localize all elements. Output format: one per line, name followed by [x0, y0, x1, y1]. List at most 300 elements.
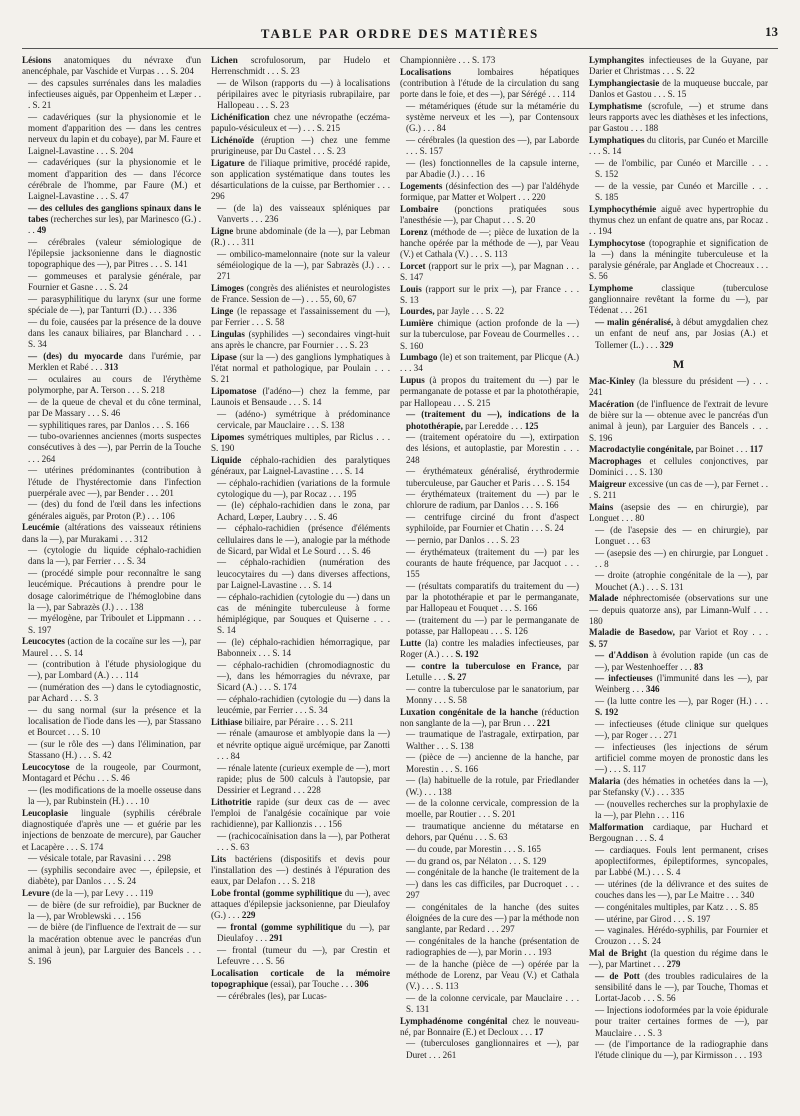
- index-entry: — céphalo-rachidien (numération des leucocytaires du —) dans diverses affections, par Laignel-Lavastine . . . S. 14: [217, 557, 390, 590]
- page-reference: S. 27: [447, 671, 467, 682]
- page-reference: 298: [157, 853, 171, 864]
- index-entry: — des cellules des ganglions spinaux dans le tabes (recherches sur les), par Marinesco (G.) . . . 49: [28, 202, 201, 236]
- index-entry: — cadavériques (sur la physionomie et le moment d'apparition des — dans les centres nerveux du lapin et du cobaye), par M. Faure et Laignel-Lavastine . . . S. 204: [28, 112, 201, 156]
- entry-heading: Leucoplasie: [22, 807, 68, 818]
- entry-heading: Ligne: [211, 226, 234, 237]
- entry-heading: Lombaire: [400, 203, 439, 214]
- entry-text: par Letulle: [406, 660, 579, 682]
- index-entry: Lymphocythémie aiguë avec hypertrophie du thymus chez un enfant de quatre ans, par Rocaz . . . 194: [589, 203, 768, 237]
- index-entry: — (nouvelles recherches sur la prophylaxie de la —), par Plehn . . . 116: [595, 799, 768, 821]
- entry-text: — (procédé simple pour reconnaître le sang leucémique. Précautions à prendre pour le dosage calorimétrique de l'hémoglobine dans la —), par Sabrazès (J.): [28, 568, 201, 612]
- page-reference: 221: [536, 717, 551, 728]
- entry-text: — (le) céphalo-rachidien hémorragique, par Babonneix: [217, 636, 390, 659]
- index-entry: — céphalo-rachidien (variations de la formule cytologique du —), par Rocaz . . . 195: [217, 477, 390, 499]
- index-entry: — (procédé simple pour reconnaître le sang leucémique. Précautions à prendre pour le dosage calorimétrique de l'hémoglobine dans la —), par Sabrazès (J.) . . . 138: [28, 568, 201, 612]
- entry-text: — Injections iodoformées par la voie épidurale pour traiter certaines formes de —), par Mauclaire: [595, 1005, 768, 1038]
- index-entry: — cérébrales (valeur sémiologique de l'épilepsie jacksonienne dans le diagnostic topographique des —), par Pitres . . . S. 141: [28, 236, 201, 270]
- entry-text: rapide (sur deux cas de — avec l'emploi de l'analgésie cocaïnique par voie rachidienne), par Kallionzis: [211, 796, 390, 830]
- entry-heading: Localisations: [400, 66, 452, 77]
- index-entry: Leucocytose de la rougeole, par Courmont, Montagard et Péchu . . . S. 46: [22, 762, 201, 784]
- entry-text: — (sur le rôle des —) dans l'élimination, par Stassano (H.): [28, 739, 201, 761]
- entry-text: de l'iliaque primitive, procédé rapide, son application systématique dans toutes les désarticulations de la cuisse, par Berthomier: [211, 157, 390, 191]
- entry-text: (éruption —) chez une femme prurigineuse, par Du Castel: [211, 134, 390, 157]
- entry-heading: — infectieuses: [595, 673, 653, 684]
- entry-heading: Lumière: [400, 318, 434, 329]
- entry-text: — du coude, par Morestin: [406, 844, 502, 855]
- entry-text: — (de la) des vaisseaux spléniques par Vanverts: [217, 203, 390, 225]
- entry-heading: Lorcet: [400, 260, 426, 271]
- entry-text: — centrifuge circiné du front d'aspect syphiloïde, par Fournier et Chatin: [406, 512, 579, 534]
- page-reference: 188: [644, 123, 659, 134]
- page-reference: 194: [598, 226, 612, 237]
- page-reference: 229: [241, 910, 256, 921]
- page-reference: S. 166: [535, 500, 559, 511]
- index-entry: Lithiase biliaire, par Péraire . . . S. 211: [211, 716, 354, 727]
- index-entry: Limoges (congrès des aliénistes et neurologistes de France. Session de —) . . . 55, 60, 67: [211, 283, 390, 305]
- entry-heading: Limoges: [211, 283, 244, 294]
- index-entry: — syphilitiques rares, par Danlos . . . S. 166: [28, 419, 190, 430]
- index-entry: Lipase (sur la —) des ganglions lymphatiques à l'état normal et pathologique, par Poulain . . . S. 21: [211, 351, 390, 385]
- entry-heading: Lymphocythémie: [589, 203, 657, 214]
- entry-text: — (de l'asepsie des — en chirurgie), par Longuet: [595, 524, 768, 546]
- entry-text: cardiaque, par Huchard et Bergougnan: [589, 821, 768, 844]
- page-reference: 201: [160, 487, 174, 498]
- index-entry: Malaria (des hématies in ochetées dans la —), par Stefansky (V.) . . . 335: [589, 776, 768, 798]
- entry-text: — (cytologie du liquide céphalo-rachidien dans la —), par Ferrier: [28, 545, 201, 567]
- entry-text: du —), par Dieulafoy: [217, 921, 390, 944]
- entry-text: — (traitement du —) par le permanganate de potasse, par Hallopeau: [406, 614, 579, 637]
- index-entry: — (syphilis secondaire avec —, épilepsie, et diabète), par Danlos . . . S. 24: [28, 864, 201, 887]
- index-entry: Macrophages et cellules conjonctives, par Dominici . . . S. 130: [589, 455, 768, 478]
- entry-text: infectieuses de la Guyane, par Darier et Christmas: [589, 55, 768, 77]
- page-reference: 264: [41, 453, 56, 464]
- page-reference: S. 131: [406, 1003, 430, 1014]
- index-entry: — (sur le rôle des —) dans l'élimination, par Stassano (H.) . . . S. 42: [28, 739, 201, 761]
- entry-text: anatomiques du névraxe d'un anencéphale, par Vaschide et Vurpas: [22, 55, 201, 77]
- index-entry: Leucoplasie linguale (syphilis cérébrale diagnostiquée d'après une — et guérie par les injections de benzoate de mercure), par Gaucher et Lacapère . . . S. 174: [22, 807, 201, 852]
- page-reference: 156: [127, 910, 141, 921]
- page-reference: S. 201: [492, 809, 516, 820]
- entry-text: par Leredde: [462, 420, 509, 431]
- entry-text: — de Wilson (rapports du —) à localisations péripilaires avec le pityriasis rubrapilaire, par Hallopeau: [217, 77, 390, 111]
- entry-text: — traumatique ancienne du métatarse en dehors, par Quénu: [406, 821, 579, 843]
- entry-text: aiguë avec hypertrophie du thymus chez un enfant de quatre ans, par Rocaz: [589, 203, 768, 225]
- entry-text: — (de l'importance de la radiographie dans l'étude clinique du —), par Kirmisson: [595, 1039, 768, 1061]
- index-entry: — Injections iodoformées par la voie épidurale pour traiter certaines formes de —), par Mauclaire . . . S. 3: [595, 1005, 768, 1038]
- entry-heading: — (des) du myocarde: [28, 350, 123, 361]
- entry-text: — syphilitiques rares, par Danlos: [28, 419, 150, 430]
- index-entry: Lichénoïde (éruption —) chez une femme prurigineuse, par Du Castel . . . S. 23: [211, 134, 390, 157]
- page-reference: 155: [406, 569, 420, 580]
- entry-text: (la) contre les maladies infectieuses, par Roger (A.): [400, 637, 579, 660]
- page-reference: S. 4: [666, 867, 681, 878]
- entry-text: (le repassage et l'assainissement du —), par Ferrier: [211, 305, 390, 328]
- index-entry: — (le) céphalo-rachidien hémorragique, par Babonneix . . . S. 14: [217, 636, 390, 659]
- entry-text: — (des) du fond de l'œil dans les infections générales aiguës, par Proton (P.): [28, 499, 201, 521]
- index-column-4: [589, 55, 768, 1115]
- entry-text: (rapport sur le prix —), par Magnan: [425, 260, 564, 271]
- page-reference: S. 46: [318, 511, 338, 522]
- entry-heading: Lymphatiques: [589, 134, 645, 145]
- entry-text: biliaire, par Péraire: [242, 716, 315, 727]
- index-entry: — du coude, par Morestin . . . S. 165: [406, 844, 541, 855]
- page-reference: S. 85: [739, 901, 759, 912]
- index-entry: — droite (atrophie congénitale de la —), par Mouchet (A.) . . . S. 131: [595, 570, 768, 592]
- entry-text: — (contribution à l'étude physiologique du —), par Lombard (A.): [28, 659, 201, 681]
- running-title: TABLE PAR ORDRE DES MATIÈRES: [260, 26, 540, 41]
- entry-text: — ombilico-mamelonnaire (note sur la valeur séméiologique de la —), par Sabrazès (J.): [217, 248, 390, 271]
- entry-text: — du grand os, par Nélaton: [406, 855, 508, 866]
- index-entry: — métamériques (étude sur la métamérie du système nerveux et les —), par Contensoux (G.) . . . 84: [406, 100, 579, 134]
- page-reference: 114: [561, 89, 576, 100]
- entry-heading: Lymphocytose: [589, 237, 646, 248]
- index-entry: — de la hanche (pièce de —) opérée par la méthode de Lorenz, par Veau (V.) et Cathala (V.) . . . S. 113: [406, 958, 579, 991]
- page-reference: S. 46: [351, 545, 371, 556]
- entry-text: — congénitales multiples, par Katz: [595, 901, 724, 912]
- page-reference: 106: [161, 510, 175, 521]
- page-reference: S. 14: [312, 579, 332, 590]
- index-entry: Lupus (à propos du traitement du —) par le permanganate de potasse et par la photothérapie, par Hallopeau . . . S. 215: [400, 375, 579, 408]
- page-reference: 180: [589, 615, 603, 626]
- index-entry: — (traitement du —) par le permanganate de potasse, par Hallopeau . . . S. 126: [406, 614, 579, 637]
- page-reference: 335: [670, 787, 685, 798]
- index-entry: — érythémateux généralisé, érythrodermie tuberculeuse, par Gaucher et Paris . . . S. 154: [406, 466, 579, 488]
- entry-text: — métamériques (étude sur la métamérie du système nerveux et les —), par Contensoux (G.): [406, 100, 579, 134]
- index-entry: — (rachicocaïnisation dans la —), par Potherat . . . S. 63: [217, 830, 390, 853]
- entry-text: (scrofule, —) et strume dans leurs rapports avec les diathèses et les infections, par Gastou: [589, 100, 768, 134]
- entry-text: — (syphilis secondaire avec —, épilepsie, et diabète), par Danlos: [28, 864, 201, 887]
- page-reference: 291: [269, 933, 283, 944]
- entry-text: — congénitales de la hanche (des suites éloignées de la cure des —) par la méthode non sanglante, par Redard: [406, 901, 579, 934]
- page-reference: S. 20: [516, 214, 536, 225]
- page-reference: S. 22: [485, 306, 505, 317]
- index-entry: — frontal (tumeur du —), par Crestin et Lefeuvre . . . S. 56: [217, 944, 390, 967]
- page-reference: 261: [634, 305, 648, 316]
- index-entry: — de la colonne cervicale, par Mauclaire . . . S. 131: [406, 992, 579, 1014]
- index-entry: — myélogène, par Triboulet et Lippmann . . . S. 197: [28, 613, 201, 635]
- entry-text: chez une névropathe (eczéma-papulo-vésiculeux et —): [211, 112, 390, 134]
- index-entry: Malade néphrectomisée (observations sur une — depuis quatorze ans), par Limann-Wulf . . . 180: [589, 593, 768, 626]
- page-reference: 83: [693, 661, 704, 672]
- page-reference: 312: [134, 533, 148, 544]
- index-entry: Macrodactylie congénitale, par Boinet . . . 117: [589, 444, 763, 455]
- index-entry: — (cytologie du liquide céphalo-rachidien dans la —), par Ferrier . . . S. 34: [28, 545, 201, 567]
- page-reference: S. 21: [32, 100, 52, 111]
- index-entry: Liquide céphalo-rachidien des paralytiques généraux, par Laignel-Lavastine . . . S. 14: [211, 454, 390, 476]
- entry-heading: Lymphatisme: [589, 100, 643, 111]
- index-entry: Lymphatisme (scrofule, —) et strume dans leurs rapports avec les diathèses et les infections, par Gastou . . . 188: [589, 100, 768, 134]
- index-entry: — (pièce de —) ancienne de la hanche, par Morestin . . . S. 166: [406, 752, 579, 774]
- index-entry: — cérébrales (la question des —), par Laborde . . . S. 157: [406, 134, 579, 157]
- page-reference: 336: [163, 304, 177, 315]
- index-entry: — (adéno-) symétrique à prédominance cervicale, par Mauclaire . . . S. 138: [217, 408, 390, 430]
- entry-heading: Lipomatose: [211, 385, 257, 396]
- index-columns: [22, 55, 778, 1115]
- index-entry: — de bière (de l'influence de l'extrait de — sur la macération obtenue avec le pancréas d'un animal à jeun), par Larguier des Bancels . . . S. 196: [28, 922, 201, 967]
- page-reference: S. 138: [450, 740, 474, 751]
- page-reference: S. 192: [455, 649, 479, 660]
- page-reference: S. 63: [488, 832, 508, 843]
- entry-text: — parasyphilitique du larynx (sur une forme spéciale de —), par Tanturri (D.): [28, 293, 201, 315]
- page-reference: 55, 60, 67: [320, 294, 357, 305]
- entry-heading: Lithotritie: [211, 796, 252, 807]
- page-reference: S. 24: [117, 876, 137, 887]
- entry-text: — des capsules surrénales dans les maladies infectieuses aiguës, par Oppenheim et Læper: [28, 77, 201, 100]
- index-entry: — infectieuses (l'immunité dans les —), par Weinberg . . . 346: [595, 673, 768, 695]
- index-entry: Ligature de l'iliaque primitive, procédé rapide, son application systématique dans toutes les désarticulations de la cuisse, par Berthomier . . . 296: [211, 157, 390, 202]
- index-entry: — du sang normal (sur la présence et la localisation de l'iode dans les —), par Stassano et Bourcet . . . S. 10: [28, 705, 201, 738]
- index-entry: — de la colonne cervicale, compression de la moelle, par Routier . . . S. 201: [406, 798, 579, 820]
- entry-text: — utérine, par Girod: [595, 913, 672, 924]
- page-reference: 279: [666, 959, 681, 970]
- index-entry: Macération (de l'influence de l'extrait de levure de bière sur la — obtenue avec le pancréas d'un animal à jeun), par Larguier des Bancels . . . S. 196: [589, 398, 768, 443]
- index-column-3: [400, 55, 579, 1115]
- index-entry: [211, 991, 390, 1002]
- page-reference: 271: [663, 730, 678, 741]
- page-reference: 220: [531, 191, 546, 202]
- entry-heading: Mal de Bright: [589, 948, 647, 959]
- entry-heading: — (traitement du —), indications de la photothérapie,: [406, 409, 579, 431]
- page-header: [22, 18, 778, 49]
- index-entry: Ligne brune abdominale (de la —), par Lebman (R.) . . . 311: [211, 226, 390, 248]
- page-reference: S. 34: [28, 339, 47, 350]
- entry-text: — cadavériques (sur la physionomie et le moment d'apparition des — dans l'écorce cérébrale de l'homme, par Faure (M.) et Laignel-Lavastine: [28, 157, 201, 201]
- index-entry: — utérine, par Girod . . . S. 197: [595, 913, 711, 924]
- page-reference: S. 14: [217, 625, 236, 636]
- entry-text: — de la hanche (pièce de —) opérée par la méthode de Lorenz, par Veau (V.) et Cathala (V.): [406, 958, 579, 991]
- entry-heading: Linge: [211, 305, 234, 316]
- page-reference: 340: [740, 890, 755, 901]
- page-reference: S. 10: [81, 727, 101, 738]
- entry-text: (l'adéno—) chez la femme, par Launois et Bensaude: [211, 385, 390, 408]
- entry-text: — droite (atrophie congénitale de la —), par Mouchet (A.): [595, 570, 768, 592]
- index-entry: — de la vessie, par Cunéo et Marcille . . . S. 185: [595, 180, 768, 202]
- entry-text: — céphalo-rachidien (chromodiagnostic du —), dans les hémorragies du névraxe, par Sicard (A.): [217, 659, 390, 693]
- entry-text: — (nouvelles recherches sur la prophylaxie de la —), par Plehn: [595, 799, 768, 821]
- page-reference: 17: [534, 1026, 544, 1037]
- page-number: 13: [765, 24, 778, 39]
- entry-heading: Leucocytes: [22, 636, 65, 647]
- index-entry: — de l'ombilic, par Cunéo et Marcille . . . S. 152: [595, 157, 768, 180]
- entry-text: (syphilides —) secondaires vingt-huit ans après le chancre, par Fournier: [211, 328, 390, 351]
- index-entry: — congénitales de la hanche (des suites éloignées de la cure des —) par la méthode non sanglante, par Redard . . . 297: [406, 901, 579, 934]
- page-reference: 117: [749, 444, 763, 455]
- page-reference: 10: [139, 796, 149, 807]
- entry-heading: Lupus: [400, 375, 425, 386]
- page-reference: 138: [129, 601, 144, 612]
- index-entry: Louis (rapport sur le prix —), par France . . . S. 13: [400, 283, 579, 305]
- index-entry: — vésicale totale, par Ravasini . . . 298: [28, 853, 171, 864]
- entry-heading: Louis: [400, 283, 422, 294]
- index-entry: — (résultats comparatifs du traitement du —) par la photothérapie et par le permanganate, par Hallopeau et Fouquet . . . S. 166: [406, 580, 579, 614]
- page-reference: S. 56: [656, 993, 676, 1004]
- entry-text: néphrectomisée (observations sur une — depuis quatorze ans), par Limann-Wulf: [589, 593, 768, 615]
- page-reference: S. 56: [265, 956, 285, 967]
- index-entry: Lumbago (le) et son traitement, par Plicque (A.) . . . 34: [400, 352, 579, 374]
- entry-heading: Lichénoïde: [211, 134, 254, 145]
- index-entry: Lipomes symétriques multiples, par Riclus . . . S. 190: [211, 431, 390, 453]
- index-entry: — de bière (de sur refroidie), par Buckner de la —), par Wroblewski . . . 156: [28, 899, 201, 921]
- entry-heading: Mac-Kinley: [589, 375, 635, 386]
- index-entry: Lymphangites infectieuses de la Guyane, par Darier et Christmas . . . S. 22: [589, 55, 768, 77]
- entry-text: du clitoris, par Cunéo et Marcille: [644, 134, 768, 145]
- entry-text: (recherches sur les), par Marinesco (G.): [48, 213, 197, 224]
- entry-text: (altérations des vaisseaux rétiniens dans la —), par Murakami: [22, 522, 201, 544]
- page-reference: 297: [406, 889, 420, 900]
- entry-text: scrofulosorum, par Hudelo et Herrenschmidt: [211, 55, 390, 77]
- index-entry: — (asepsie des —) en chirurgie, par Longuet . . . 8: [595, 547, 768, 569]
- index-entry: Championnière . . . S. 173: [400, 55, 496, 65]
- page-reference: 311: [241, 237, 255, 248]
- page-reference: S. 113: [435, 980, 459, 991]
- entry-text: — érythémateux (traitement du —) par le chlorure de radium, par Danlos: [406, 489, 579, 511]
- entry-text: — (traitement opératoire du —), extirpation des lésions, et autoplastie, par Morestin: [406, 432, 579, 454]
- entry-heading: Lymphome: [589, 283, 633, 294]
- entry-text: symétriques multiples, par Riclus: [244, 431, 373, 442]
- index-entry: — (tuberculoses ganglionnaires et —), par Duret . . . 261: [406, 1038, 579, 1060]
- index-entry: Lourdes, par Jayle . . . S. 22: [400, 306, 505, 317]
- index-entry: — traumatique ancienne du métatarse en dehors, par Quénu . . . S. 63: [406, 821, 579, 843]
- index-entry: — centrifuge circiné du front d'aspect syphiloïde, par Fournier et Chatin . . . S. 24: [406, 512, 579, 534]
- entry-text: — rénale (amaurose et amblyopie dans la —) et névrite optique aiguë urcémique, par Zanotti: [217, 728, 390, 750]
- index-entry: Lésions anatomiques du névraxe d'un anencéphale, par Vaschide et Vurpas . . . S. 204: [22, 55, 201, 77]
- index-entry: — (de l'importance de la radiographie dans l'étude clinique du —), par Kirmisson . . . 193: [595, 1039, 768, 1061]
- entry-heading: Lymphangites: [589, 55, 645, 65]
- index-entry: — contre la tuberculose en France, par Letulle . . . S. 27: [406, 660, 579, 682]
- entry-text: — de bière (de l'influence de l'extrait de — sur la macération obtenue avec le pancréas d'un animal à jeun), par Larguier des Bancels: [28, 922, 201, 955]
- page-reference: 248: [406, 454, 420, 465]
- page-reference: 138: [438, 786, 452, 797]
- page-reference: S. 58: [265, 317, 285, 328]
- entry-text: (à propos du traitement du —) par le permanganate de potasse et par la photothérapie, par Hallopeau: [400, 375, 579, 408]
- page-reference: S. 23: [349, 340, 369, 351]
- index-entry: — (la) habituelle de la rotule, par Friedlander (W.) . . . 138: [406, 775, 579, 797]
- page-reference: 84: [436, 123, 446, 134]
- page-reference: S. 22: [676, 66, 695, 77]
- index-entry: Lombaire (ponctions pratiquées sous l'anesthésie —), par Chaput . . . S. 20: [400, 203, 579, 225]
- page-reference: S. 160: [400, 340, 424, 351]
- index-entry: Lithotritie rapide (sur deux cas de — avec l'emploi de l'analgésie cocaïnique par voie rachidienne), par Kallionzis . . . 156: [211, 796, 390, 830]
- page-reference: S. 138: [321, 420, 345, 430]
- entry-text: — (numération des —) dans le cytodiagnostic, par Achard: [28, 682, 201, 704]
- page-reference: S. 4: [649, 833, 664, 844]
- page-reference: 80: [635, 512, 645, 523]
- page-reference: S. 24: [642, 936, 661, 947]
- entry-text: — oculaires au cours de l'érythème polymorphe, par A. Terson: [28, 373, 201, 395]
- index-entry: — du grand os, par Nélaton . . . S. 129: [406, 855, 547, 866]
- index-entry: Lumière chimique (action profonde de la —) sur la tuberculose, par Foveau de Courmelles . . . S. 160: [400, 318, 579, 351]
- index-column-1: [22, 55, 201, 1115]
- index-entry: — frontal (gomme syphilitique du —), par Dieulafoy . . . 291: [217, 921, 390, 944]
- entry-text: — (le) céphalo-rachidien dans le zona, par Achard, Lœper, Laubry: [217, 500, 390, 522]
- index-entry: — (numération des —) dans le cytodiagnostic, par Achard . . . S. 3: [28, 682, 201, 704]
- page-reference: S. 42: [92, 750, 112, 761]
- index-entry: — de la queue de cheval et du cône terminal, par De Massary . . . S. 46: [28, 396, 201, 418]
- index-entry: — (le) céphalo-rachidien dans le zona, par Achard, Lœper, Laubry . . . S. 46: [217, 500, 390, 522]
- index-entry: — (les) fonctionnelles de la capsule interne, par Abadie (J.) . . . 16: [406, 157, 579, 180]
- entry-text: — pernio, par Danlos: [406, 535, 485, 546]
- page-reference: S. 218: [291, 876, 316, 887]
- entry-text: — utérines prédominantes (contribution à l'étude de l'hystérectomie dans l'infection puerpérale avec —), par Bender: [28, 465, 201, 498]
- page-reference: S. 46: [111, 773, 130, 784]
- entry-text: (congrès des aliénistes et neurologistes de France. Session de —): [211, 283, 390, 305]
- index-entry: Logements (désinfection des —) par l'aldéhyde formique, par Matter et Wolpert . . . 220: [400, 180, 579, 202]
- page-reference: S. 34: [308, 705, 328, 716]
- entry-text: — du sang normal (sur la présence et la localisation de l'iode dans les —), par Stassano et Bourcet: [28, 705, 201, 738]
- index-entry: — congénitales de la hanche (présentation de radiographies de —), par Morin . . . 193: [406, 935, 579, 957]
- index-entry: Leucocytes (action de la cocaïne sur les —), par Maurel . . . S. 14: [22, 636, 201, 658]
- index-entry: — congénitale de la hanche (le traitement de la —) dans les cas difficiles, par Ducroquet . . . 297: [406, 867, 579, 900]
- entry-text: (des hématies in ochetées dans la —), par Stefansky (V.): [589, 776, 768, 798]
- page-reference: S. 154: [546, 477, 570, 488]
- entry-text: — cérébrales (valeur sémiologique de l'épilepsie jacksonienne dans le diagnostic topographique des —), par Pitres: [28, 236, 201, 270]
- index-entry: Lorcet (rapport sur le prix —), par Magnan . . . S. 147: [400, 260, 579, 282]
- page-reference: S. 14: [272, 648, 292, 659]
- page-reference: 297: [500, 923, 515, 934]
- entry-heading: Lymphadénome congénital: [400, 1015, 508, 1026]
- page-reference: 329: [659, 339, 674, 350]
- page-reference: S. 211: [593, 490, 617, 501]
- index-entry: Luxation congénitale de la hanche (réduction non sanglante de la —), par Brun . . . 221: [400, 706, 579, 728]
- page-reference: S. 113: [484, 248, 508, 259]
- entry-text: — céphalo-rachidien (cytologie du —) dans un cas de méningite tuberculeuse à forme hémiplégique, par Souques et Quiserne: [217, 591, 390, 624]
- entry-heading: Lits: [211, 853, 227, 864]
- index-entry: — oculaires au cours de l'érythème polymorphe, par A. Terson . . . S. 218: [28, 373, 201, 395]
- page-reference: S. 47: [110, 190, 129, 201]
- index-entry: — contre la tuberculose par le sanatorium, par Monny . . . S. 58: [406, 683, 579, 705]
- page-reference: S. 23: [326, 146, 346, 157]
- page-reference: S. 58: [448, 694, 467, 705]
- entry-text: (désinfection des —) par l'aldéhyde formique, par Matter et Wolpert: [400, 180, 579, 202]
- entry-heading: Macrophages: [589, 455, 642, 466]
- entry-heading: Maigreur: [589, 478, 627, 489]
- entry-text: par Boinet: [693, 444, 734, 455]
- page-reference: S. 147: [400, 271, 424, 282]
- index-entry: Mal de Bright (la question du régime dans le —), par Martinet . . . 279: [589, 948, 768, 970]
- entry-text: — du foie, causées par la présence de la douve dans les canaux biliaires, par Blanchard: [28, 316, 201, 338]
- entry-heading: Lymphangiectasie: [589, 77, 660, 88]
- entry-heading: Leucémie: [22, 522, 60, 533]
- page-reference: 63: [641, 535, 651, 546]
- entry-heading: Lésions: [22, 55, 52, 65]
- page-reference: S. 197: [28, 624, 52, 635]
- index-entry: — de Pott (des troubles radiculaires de la sensibilité dans le —), par Touche, Thomas et Lortat-Jacob . . . S. 56: [595, 971, 768, 1004]
- entry-text: à début amygdalien chez un enfant de neuf ans, par Josias (A.) et Tollemer (L.): [595, 317, 768, 350]
- entry-text: — contre la tuberculose par le sanatorium, par Monny: [406, 683, 579, 705]
- entry-text: (la question du régime dans le —), par Martinet: [589, 948, 768, 970]
- page-reference: S. 23: [280, 66, 300, 77]
- entry-heading: Lobe frontal (gomme syphilitique: [211, 887, 342, 898]
- page-reference: 49: [37, 225, 47, 236]
- index-entry: — vaginales. Hérédo-syphilis, par Fournier et Crouzon . . . S. 24: [595, 925, 768, 947]
- page-reference: 114: [124, 670, 139, 681]
- index-entry: Lipomatose (l'adéno—) chez la femme, par Launois et Bensaude . . . S. 14: [211, 385, 390, 408]
- page-reference: S. 192: [595, 707, 619, 718]
- index-entry: — utérines prédominantes (contribution à l'étude de l'hystérectomie dans l'infection puerpérale avec —), par Bender . . . 201: [28, 465, 201, 498]
- index-entry: — tubo-ovariennes anciennes (morts suspectes consécutives à des —), par Perrin de la Touche . . . 264: [28, 431, 201, 464]
- page-reference: 195: [342, 488, 357, 499]
- entry-text: — traumatique de l'astragale, extirpation, par Walther: [406, 729, 579, 751]
- entry-heading: Ligature: [211, 157, 245, 168]
- page-reference: 306: [354, 978, 369, 989]
- index-entry: — cadavériques (sur la physionomie et le moment d'apparition des — dans l'écorce cérébrale de l'homme, par Faure (M.) et Laignel-Lavastine . . . S. 47: [28, 157, 201, 201]
- page-reference: S. 218: [141, 384, 165, 395]
- index-entry: Linge (le repassage et l'assainissement du —), par Ferrier . . . S. 58: [211, 305, 390, 328]
- entry-heading: Lipase: [211, 351, 237, 362]
- entry-heading: Lichénification: [211, 112, 270, 123]
- index-entry: Levure (de la —), par Levy . . . 119: [22, 887, 154, 898]
- index-entry: — cardiaques. Fouls lent permanent, crises apoplectiformes, épileptiformes, syncopales, par Labbé (M.) . . . S. 4: [595, 844, 768, 878]
